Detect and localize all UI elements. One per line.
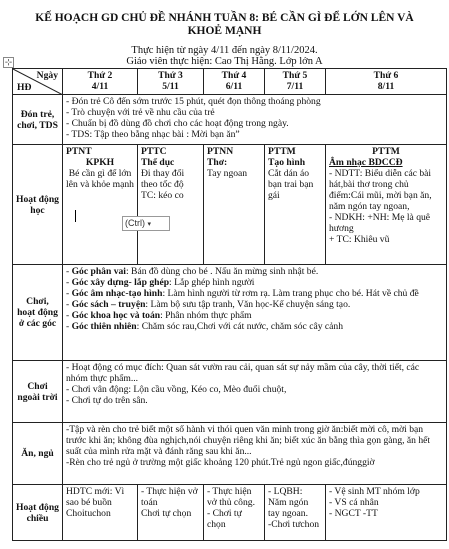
an-ngu-content: -Tập và rèn cho trẻ biết một số hành vi thói quen văn minh trong giờ ăn:biết mời cô, mời bạn trước khi ăn; không đùa nghịch,nói chuyện riêng khi ăn; biết xúc ăn bằng thìa gọn gàng, ăn hết suất của mình rửa mặt và đánh răng sau khi ăn... -Rèn cho trẻ ngủ ở trường một giấc khoảng 120 phút.Trẻ ngủ ngon giấc,đúnggiờ: [63, 423, 447, 485]
header-corner-cell: [13, 69, 63, 95]
header-day-2: Thứ 3 5/11: [138, 69, 204, 95]
row-label-choi-goc: Chơi, hoạt động ở các góc: [13, 265, 63, 361]
chevron-down-icon: ▾: [147, 221, 152, 228]
row-hoat-dong-hoc: [13, 145, 447, 265]
header-row: [13, 69, 447, 95]
header-ngay: Ngày: [36, 70, 58, 81]
title-line-1: KẾ HOẠCH GD CHỦ ĐỀ NHÁNH TUẦN 8: BÉ CẦN GÌ ĐỂ LỚN LÊN VÀ: [35, 12, 414, 24]
row-label-hoat-dong-hoc: Hoạt động học: [13, 145, 63, 265]
goc-item: - Góc xây dựng- lắp ghép: Lắp ghép hình người: [66, 277, 255, 288]
chieu-cell-thu: - LQBH: Năm ngón tay ngoan. -Chơi tưchon: [265, 485, 326, 541]
hdh-cell-fri[interactable]: PTTM Âm nhạc BDCCĐ - NDTT: Biểu diễn các bài hát,bài thơ trong chủ điểm:Cái mũi, mời bạn ăn, năm ngón tay ngoan, - NDKH: +NH: Mẹ là quê hương + TC: Khiêu vũ: [326, 145, 447, 265]
chieu-cell-fri: - Vệ sinh MT nhóm lớp - VS cá nhân - NGCT -TT: [326, 485, 447, 541]
row-label-an-ngu: Ăn, ngủ: [13, 423, 63, 485]
row-don-tre: [13, 95, 447, 145]
hdh-cell-thu[interactable]: PTTM Tạo hình Cắt dán áo bạn trai bạn gái: [265, 145, 326, 265]
chieu-cell-tue: - Thực hiện vở toán Chơi tự chọn: [138, 485, 204, 541]
don-tre-content: - Đón trẻ Cô đến sớm trước 15 phút, quét đọn thông thoáng phòng - Trò chuyện với trẻ về nhu cầu của trẻ - Chuẩn bị đồ dùng đồ chơi cho các hoạt động trong ngày. - TDS: Tập theo bằng nhạc bài : Mời bạn ăn”: [63, 95, 447, 145]
table-move-handle-icon[interactable]: ⊹: [4, 57, 13, 67]
row-hoat-dong-chieu: [13, 485, 447, 541]
paste-options-button[interactable]: [122, 216, 170, 231]
goc-item: - Góc âm nhạc-tạo hình: Làm hình người từ rơm rạ. Làm trang phục cho bé. Hát về chủ đề: [66, 288, 419, 299]
paste-options-label: (Ctrl): [125, 218, 145, 228]
header-day-4: Thứ 5 7/11: [265, 69, 326, 95]
document-title: [0, 12, 449, 37]
row-ngoai-troi: [13, 361, 447, 423]
hdh-cell-mon[interactable]: PTNT KPKH Bé cần gì để lớn lên và khỏe mạnh: [63, 145, 138, 265]
choi-goc-content: [63, 265, 447, 361]
plan-table: [12, 68, 447, 541]
chieu-cell-wed: - Thực hiện vở thủ công. - Chơi tự chọn: [204, 485, 265, 541]
ngoai-troi-content: - Hoạt động có mục đích: Quan sát vườn rau cải, quan sát sự nảy mầm của cây, thời tiết, các nhóm thực phẩm... - Chơi vân động: Lộn cầu vồng, Kéo co, Mèo đuổi chuột, - Chơi tự do trên sân.: [63, 361, 447, 423]
period-line: Thực hiện từ ngày 4/11 đến ngày 8/11/2024.: [131, 45, 318, 56]
goc-item: - Góc phân vai: Bán đồ dùng cho bé . Nấu ăn mừng sinh nhật bé.: [66, 266, 319, 277]
row-label-don-tre: Đón trẻ, chơi, TDS: [13, 95, 63, 145]
chieu-cell-mon: HDTC mới: Vì sao bé buồn Choituchon: [63, 485, 138, 541]
hdh-cell-tue[interactable]: PTTC Thể dục Đi thay đổi theo tốc độ TC: kéo co: [138, 145, 204, 265]
goc-item: - Góc sách – truyện: Làm bộ sưu tập tranh, Văn học-Kể chuyện sáng tạo.: [66, 299, 351, 310]
row-label-ngoai-troi: Chơi ngoài trời: [13, 361, 63, 423]
header-hd: HĐ: [17, 82, 32, 93]
row-an-ngu: [13, 423, 447, 485]
header-day-3: Thứ 4 6/11: [204, 69, 265, 95]
goc-item: - Góc khoa học và toán: Phân nhóm thực phẩm: [66, 310, 252, 321]
header-day-1: Thứ 2 4/11: [63, 69, 138, 95]
goc-item: - Góc thiên nhiên: Chăm sóc rau,Chơi với cát nước, chăm sóc cây cảnh: [66, 321, 344, 332]
hdh-cell-wed[interactable]: PTNN Thơ: Tay ngoan: [204, 145, 265, 265]
header-day-5: Thứ 6 8/11: [326, 69, 447, 95]
row-choi-goc: [13, 265, 447, 361]
row-label-hoat-dong-chieu: Hoạt động chiều: [13, 485, 63, 541]
text-cursor: [75, 210, 76, 222]
teacher-line: Giáo viên thực hiện: Cao Thị Hằng. Lớp lớn A: [126, 56, 323, 67]
title-line-2: KHOẺ MẠNH: [187, 24, 262, 37]
